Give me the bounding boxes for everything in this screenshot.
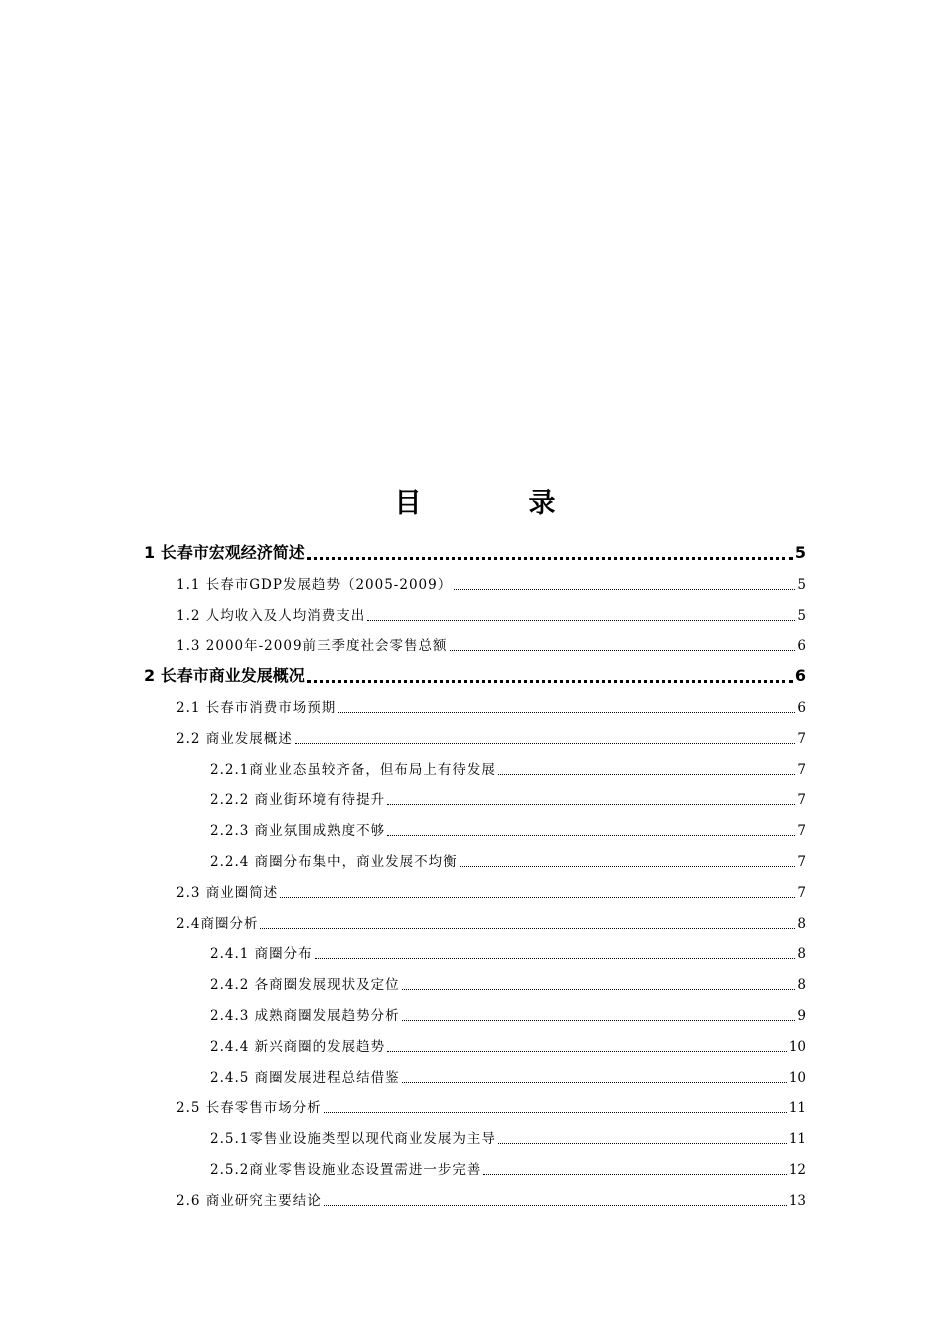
toc-entry-label: 2.4.1 商圈分布 <box>210 946 313 962</box>
toc-dot-leader <box>402 972 796 996</box>
toc-entry-label: 2 长春市商业发展概况 <box>144 666 305 685</box>
toc-entry-label: 2.6 商业研究主要结论 <box>176 1193 322 1209</box>
toc-entry[interactable] <box>210 1126 806 1150</box>
toc-entry[interactable] <box>210 941 806 965</box>
toc-entry-page-number: 7 <box>797 731 806 747</box>
toc-entry-label: 1 长春市宏观经济简述 <box>144 543 305 562</box>
toc-entry[interactable] <box>210 757 806 781</box>
toc-entry-label: 2.1 长春市消费市场预期 <box>176 700 337 716</box>
toc-entry[interactable] <box>210 1157 806 1181</box>
toc-dot-leader <box>280 880 795 904</box>
toc-dot-leader <box>367 603 795 627</box>
toc-entry-page-number: 6 <box>797 638 806 654</box>
toc-entry-page-number: 5 <box>794 543 806 562</box>
toc-entry-page-number: 9 <box>797 1008 806 1024</box>
toc-entry-label: 2.4.2 各商圈发展现状及定位 <box>210 977 400 993</box>
toc-entry-label: 2.3 商业圈简述 <box>176 885 279 901</box>
toc-entry-label: 2.2.1商业业态虽较齐备，但布局上有待发展 <box>210 762 496 778</box>
toc-entry[interactable] <box>144 664 806 688</box>
toc-entry-page-number: 6 <box>794 666 806 685</box>
toc-entry-label: 2.5 长春零售市场分析 <box>176 1100 322 1116</box>
toc-entry-page-number: 5 <box>797 608 806 624</box>
toc-dot-leader <box>460 849 796 873</box>
toc-dot-leader <box>338 695 795 719</box>
toc-dot-leader <box>307 664 793 688</box>
toc-entry[interactable] <box>210 1034 806 1058</box>
toc-entry-label: 2.2.3 商业氛围成熟度不够 <box>210 823 386 839</box>
toc-entry-page-number: 8 <box>797 916 806 932</box>
toc-title: 目 录 <box>394 488 596 519</box>
toc-entry[interactable] <box>176 1188 806 1212</box>
toc-entry-page-number: 8 <box>797 946 806 962</box>
toc-entry-label: 2.4商圈分析 <box>176 916 259 932</box>
toc-dot-leader <box>454 572 795 596</box>
toc-dot-leader <box>402 1003 796 1027</box>
toc-entry[interactable] <box>144 541 806 565</box>
toc-entry-page-number: 7 <box>797 885 806 901</box>
toc-entry-label: 1.2 人均收入及人均消费支出 <box>176 608 366 624</box>
toc-entry[interactable] <box>210 972 806 996</box>
toc-dot-leader <box>260 911 795 935</box>
toc-entry[interactable] <box>176 603 806 627</box>
toc-entry[interactable] <box>176 911 806 935</box>
toc-entry-page-number: 7 <box>797 762 806 778</box>
toc-entry[interactable] <box>210 787 806 811</box>
toc-entry-page-number: 7 <box>797 823 806 839</box>
toc-dot-leader <box>498 757 796 781</box>
toc-entry[interactable] <box>176 633 806 657</box>
toc-entry[interactable] <box>176 695 806 719</box>
toc-entry[interactable] <box>210 1003 806 1027</box>
toc-entry-label: 2.4.4 新兴商圈的发展趋势 <box>210 1039 386 1055</box>
toc-entry-page-number: 13 <box>788 1193 806 1209</box>
toc-entry-label: 1.3 2000年-2009前三季度社会零售总额 <box>176 638 448 654</box>
toc-entry-page-number: 12 <box>788 1162 806 1178</box>
toc-entry-page-number: 7 <box>797 792 806 808</box>
toc-entry-page-number: 10 <box>788 1070 806 1086</box>
toc-entry[interactable] <box>176 880 806 904</box>
toc-entry[interactable] <box>176 572 806 596</box>
toc-entry-page-number: 11 <box>788 1131 806 1147</box>
toc-entry-label: 2.2 商业发展概述 <box>176 731 293 747</box>
toc-entry-label: 2.5.2商业零售设施业态设置需进一步完善 <box>210 1162 482 1178</box>
toc-entry-page-number: 7 <box>797 854 806 870</box>
toc-dot-leader <box>315 941 796 965</box>
toc-entry-page-number: 5 <box>797 577 806 593</box>
toc-entry[interactable] <box>210 849 806 873</box>
toc-entry-page-number: 6 <box>797 700 806 716</box>
toc-entry[interactable] <box>176 1095 806 1119</box>
toc-entry-label: 2.4.3 成熟商圈发展趋势分析 <box>210 1008 400 1024</box>
toc-dot-leader <box>498 1126 787 1150</box>
toc-dot-leader <box>387 818 795 842</box>
toc-entry-label: 2.2.4 商圈分布集中，商业发展不均衡 <box>210 854 458 870</box>
toc-entry-page-number: 8 <box>797 977 806 993</box>
toc-entry-label: 2.4.5 商圈发展进程总结借鉴 <box>210 1070 400 1086</box>
toc-dot-leader <box>307 541 793 565</box>
toc-entry[interactable] <box>210 1065 806 1089</box>
toc-entry[interactable] <box>210 818 806 842</box>
toc-entry-label: 1.1 长春市GDP发展趋势（2005-2009） <box>176 577 453 593</box>
toc-entry-label: 2.2.2 商业街环境有待提升 <box>210 792 386 808</box>
toc-dot-leader <box>324 1188 787 1212</box>
toc-entry-page-number: 11 <box>788 1100 806 1116</box>
toc-dot-leader <box>387 1034 787 1058</box>
toc-dot-leader <box>387 787 795 811</box>
toc-entry-label: 2.5.1零售业设施类型以现代商业发展为主导 <box>210 1131 496 1147</box>
toc-dot-leader <box>324 1095 787 1119</box>
toc-entry[interactable] <box>176 726 806 750</box>
toc-dot-leader <box>450 633 796 657</box>
toc-dot-leader <box>483 1157 786 1181</box>
toc-entry-page-number: 10 <box>788 1039 806 1055</box>
toc-dot-leader <box>402 1065 787 1089</box>
toc-dot-leader <box>295 726 796 750</box>
